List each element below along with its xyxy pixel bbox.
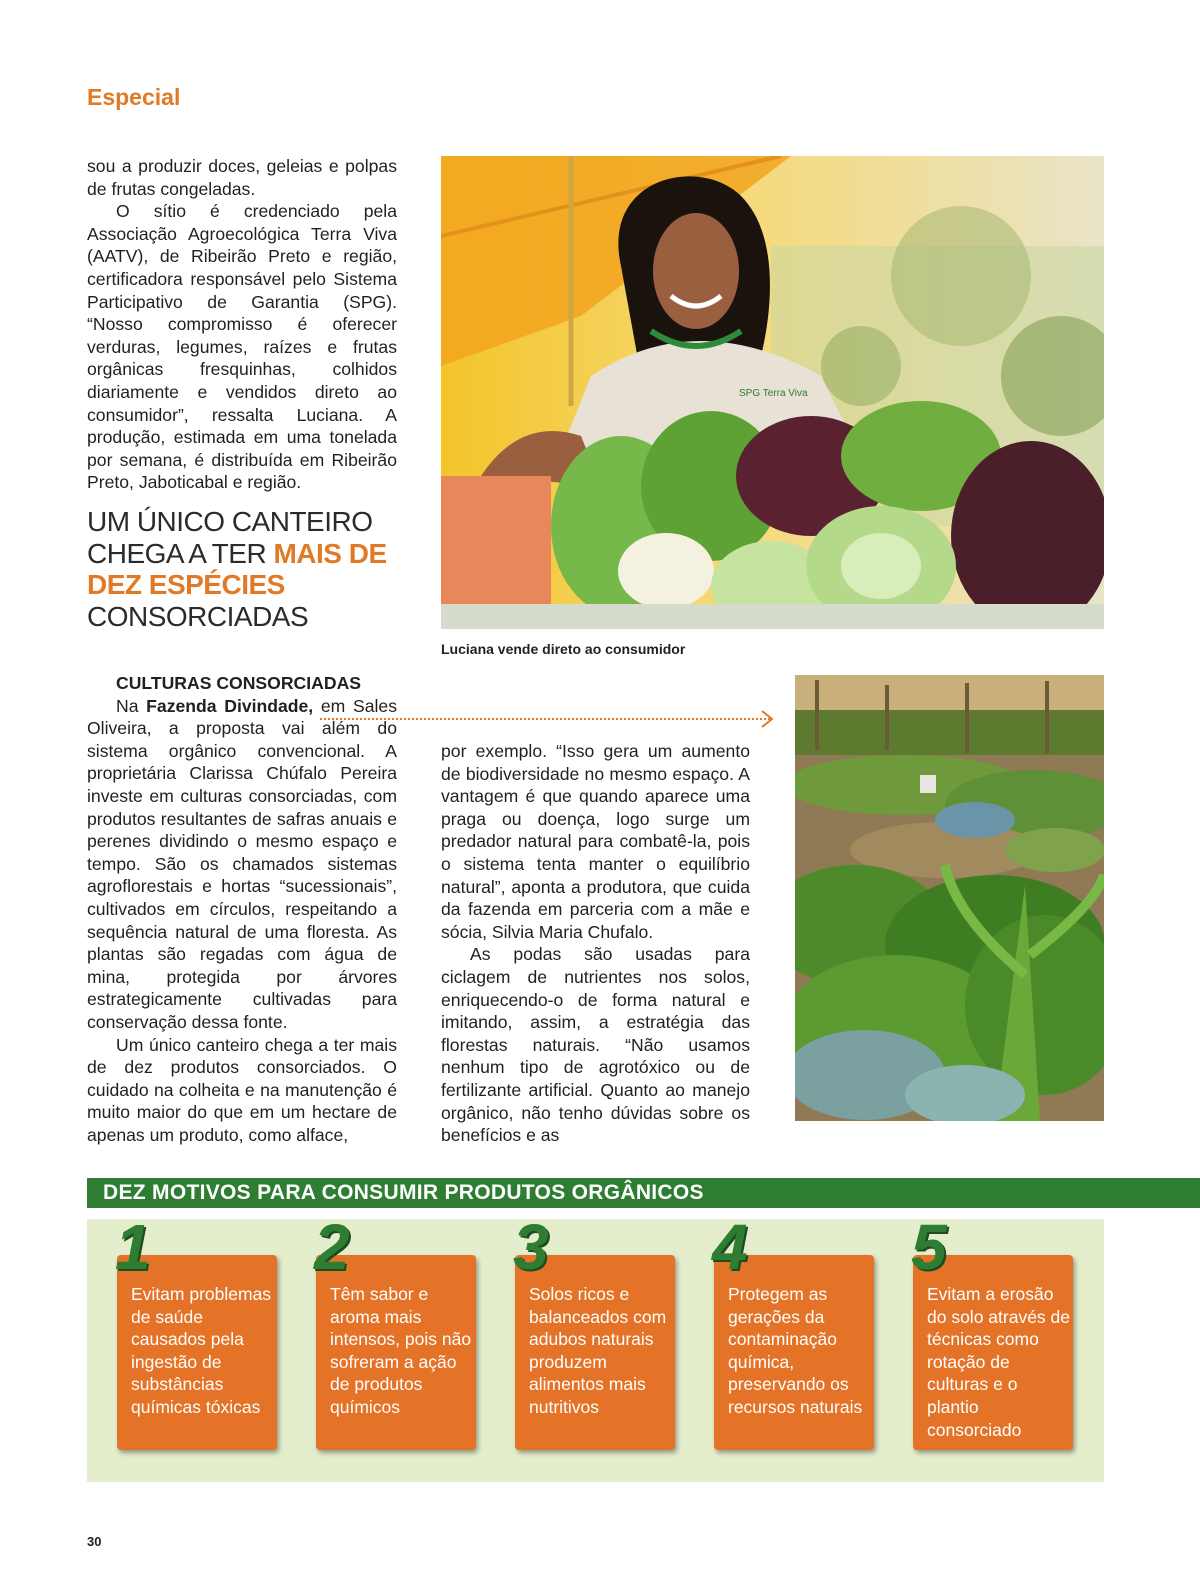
reason-number: 4 <box>712 1211 748 1283</box>
garden-photo <box>795 675 1104 1121</box>
reason-number: 2 <box>314 1211 350 1283</box>
section-label: Especial <box>87 84 181 110</box>
subheading: CULTURAS CONSORCIADAS <box>116 673 362 693</box>
reason-number: 5 <box>911 1211 947 1283</box>
pull-quote-text-end: CONSORCIADAS <box>87 600 309 632</box>
reason-card-4 <box>712 1211 874 1450</box>
reason-text: Protegem as gerações da contaminação química, preservando os recursos naturais <box>728 1284 863 1417</box>
reason-number: 1 <box>115 1211 151 1283</box>
paragraph <box>87 695 397 1034</box>
pull-quote-text: UM ÚNICO CANTEIRO CHEGA A TER <box>87 506 373 569</box>
article-column-1-top <box>87 155 397 494</box>
reasons-panel <box>87 1211 1104 1482</box>
article-column-2 <box>441 740 750 1147</box>
page-number: 30 <box>87 1534 102 1549</box>
vendor-photo-illustration <box>441 156 1104 629</box>
reason-text: Solos ricos e balanceados com adubos naturais produzem alimentos mais nutritivos <box>529 1284 667 1417</box>
paragraph: O sítio é credenciado pela Associação Agroecológica Terra Viva (AATV), de Ribeirão Preto e região, certificadora responsável pelo Sistema Participativo de Garantia (SPG). “Nosso compromisso é oferecer verduras, legumes, raízes e frutas orgânicas fresquinhas, colhidos diariamente e vendidos direto ao consumidor”, ressalta Luciana. A produção, estimada em uma tonelada por semana, é distribuída em Ribeirão Preto, Jaboticabal e região. <box>87 201 397 493</box>
paragraph-text: em Sales Oliveira, a proposta vai além do sistema orgânico convencional. A proprietária Clarissa Chúfalo Pereira investe em culturas consorciadas, com produtos resultantes de safras anuais e perenes dividindo o mesmo espaço e tempo. São os chamados sistemas agroflorestais e hortas “sucessionais”, cultivados em círculos, respeitando a sequência natural de uma floresta. As plantas são regadas com água de mina, protegida por árvores estrategicamente cultivadas para conservação dessa fonte. <box>87 695 397 1032</box>
paragraph: sou a produzir doces, geleias e polpas de frutas congeladas. <box>87 156 397 199</box>
reason-number: 3 <box>513 1211 549 1283</box>
article-column-1-bottom <box>87 672 397 1146</box>
reason-card-5 <box>911 1211 1073 1450</box>
reason-card-2 <box>314 1211 476 1450</box>
farm-name: Fazenda Divindade, <box>146 695 314 716</box>
reason-text: Evitam problemas de saúde causados pela ingestão de substâncias químicas tóxicas <box>131 1284 272 1417</box>
paragraph: As podas são usadas para ciclagem de nutrientes nos solos, enriquecendo-o de forma natural e imitando, assim, a estratégia das florestas naturais. “Não usamos nenhum tipo de agrotóxico ou de fertilizante artificial. Quanto ao manejo orgânico, não tenho dúvidas sobre os benefícios e as <box>441 944 750 1146</box>
pull-quote-highlight: MAIS DE DEZ ESPÉCIES <box>87 537 387 600</box>
garden-photo-illustration <box>795 675 1104 1121</box>
reason-card-1 <box>115 1211 277 1450</box>
paragraph: por exemplo. “Isso gera um aumento de biodiversidade no mesmo espaço. A vantagem é que quando aparece uma praga ou doença, logo surge um predador natural para combatê-la, pois o sistema tenta manter o equilíbrio natural”, aponta a produtora, que cuida da fazenda em parceria com a mãe e sócia, Silvia Maria Chufalo. <box>441 741 750 942</box>
vendor-photo <box>441 156 1104 629</box>
pull-quote <box>87 506 407 632</box>
shirt-logo: SPG Terra Viva <box>739 388 808 399</box>
paragraph: Um único canteiro chega a ter mais de dez produtos consorciados. O cuidado na colheita e na manutenção é muito maior do que em um hectare de apenas um produto, como alface, <box>87 1034 397 1145</box>
photo-caption: Luciana vende direto ao consumidor <box>441 641 686 657</box>
arrow-right-icon <box>760 709 774 729</box>
reason-text: Têm sabor e aroma mais intensos, pois não sofreram a ação de produtos químicos <box>330 1284 472 1417</box>
paragraph-lead: Na <box>116 695 147 716</box>
reason-text: Evitam a erosão do solo através de técnicas como rotação de culturas e o plantio consorciado <box>927 1284 1071 1440</box>
reason-card-3 <box>513 1211 675 1450</box>
reasons-banner: DEZ MOTIVOS PARA CONSUMIR PRODUTOS ORGÂNICOS <box>87 1178 1200 1208</box>
